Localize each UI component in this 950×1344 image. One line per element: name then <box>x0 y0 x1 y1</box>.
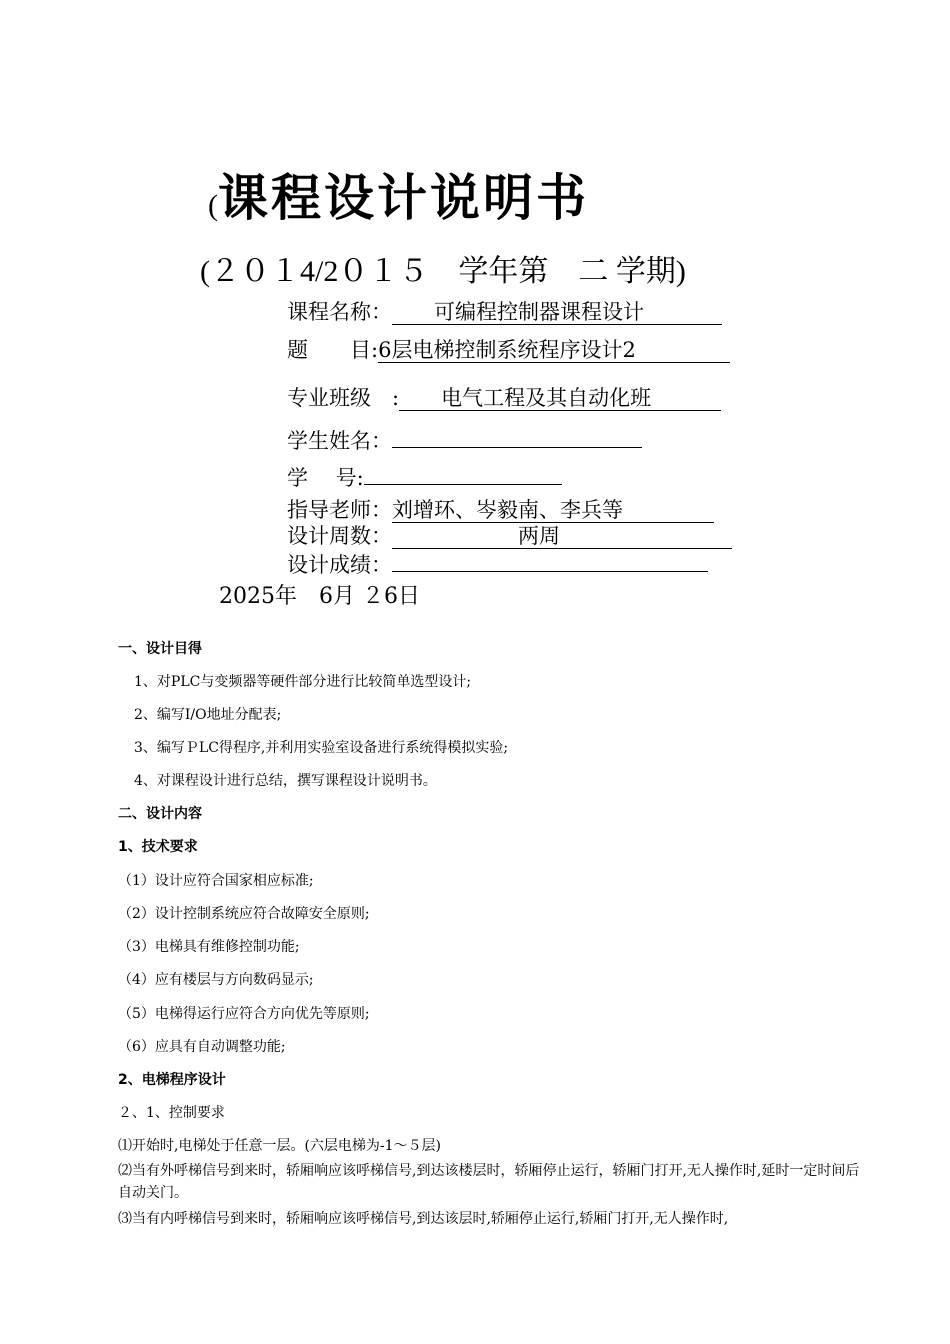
academic-year: (２０１4/2０１５ 学年第 二 学期) <box>200 255 686 288</box>
course-name-value: 可编程控制器课程设计 <box>392 300 722 325</box>
control-item: ⑶当有内呼梯信号到来时，轿厢响应该呼梯信号,到达该层时,轿厢停止运行,轿厢门打开,无人操作时, <box>118 1211 729 1227</box>
subsection-heading-requirements: 1、技术要求 <box>118 839 198 855</box>
section-heading-content: 二、设计内容 <box>118 806 202 822</box>
document-date: 2025年 6月 ２6日 <box>219 584 420 609</box>
advisor-value: 刘增环、岑毅南、李兵等 <box>392 498 714 523</box>
purpose-item: 4、对课程设计进行总结，撰写课程设计说明书。 <box>134 773 437 789</box>
student-id-value <box>364 460 562 485</box>
section-heading-purpose: 一、设计目得 <box>118 641 202 657</box>
design-weeks-value: 两周 <box>392 524 732 549</box>
requirement-item: （3）电梯具有维修控制功能; <box>118 939 300 955</box>
control-item: ⑴开始时,电梯处于任意一层。(六层电梯为-1～５层) <box>118 1138 442 1154</box>
requirement-item: （5）电梯得运行应符合方向优先等原则; <box>118 1006 370 1022</box>
requirement-item: （2）设计控制系统应符合故障安全原则; <box>118 906 370 922</box>
requirement-item: （4）应有楼层与方向数码显示; <box>118 972 314 988</box>
advisor-field <box>287 496 714 524</box>
advisor-label: 指导老师： <box>287 498 392 522</box>
student-name-label: 学生姓名： <box>287 429 392 453</box>
topic-field <box>287 336 730 364</box>
design-grade-value <box>392 547 708 572</box>
control-item: ⑵当有外呼梯信号到来时，轿厢响应该呼梯信号,到达该楼层时，轿厢停止运行，轿厢门打开,无人操作时,延时一定时间后自动关门。 <box>118 1163 860 1201</box>
requirement-item: （6）应具有自动调整功能; <box>118 1039 286 1055</box>
title-paren: ( <box>208 189 218 222</box>
major-class-value: 电气工程及其自动化班 <box>399 386 721 411</box>
student-id-label: 学 号: <box>287 466 364 490</box>
student-id-field <box>287 460 562 492</box>
subsection-heading-program: 2、电梯程序设计 <box>118 1072 226 1088</box>
purpose-item: 3、编写ＰLC得程序,并利用实验室设备进行系统得模拟实验; <box>134 740 509 756</box>
course-name-label: 课程名称： <box>287 300 392 324</box>
purpose-item: 2、编写I/O地址分配表; <box>134 707 282 723</box>
design-grade-label: 设计成绩： <box>287 553 392 577</box>
topic-label: 题 目: <box>287 338 379 362</box>
title-text: 课程设计说明书 <box>218 169 589 227</box>
major-class-label: 专业班级 : <box>287 386 400 410</box>
design-grade-field <box>287 547 708 579</box>
course-name-field <box>287 298 722 326</box>
design-weeks-label: 设计周数： <box>287 524 392 548</box>
purpose-item: 1、对PLC与变频器等硬件部分进行比较简单选型设计; <box>134 674 472 690</box>
subsection-heading-control: ２、1、控制要求 <box>118 1105 225 1121</box>
requirement-item: （1）设计应符合国家相应标准; <box>118 873 314 889</box>
design-weeks-field <box>287 522 732 550</box>
document-title <box>208 168 589 236</box>
major-class-field <box>287 384 721 412</box>
student-name-field <box>287 423 642 455</box>
topic-value: 6层电梯控制系统程序设计2 <box>378 338 730 363</box>
student-name-value <box>392 423 642 448</box>
